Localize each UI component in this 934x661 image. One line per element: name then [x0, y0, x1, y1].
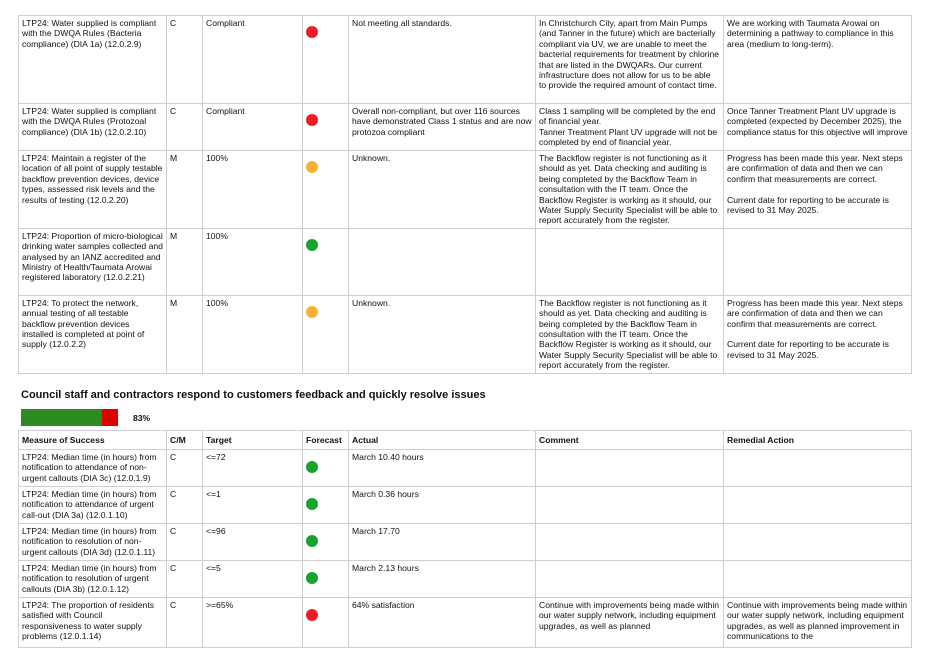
cm-text: C [170, 563, 177, 573]
target-cell [203, 598, 303, 648]
actual-cell [349, 487, 536, 524]
measure-cell [19, 295, 167, 373]
target-text: Compliant [206, 106, 245, 116]
target-cell [203, 228, 303, 295]
actual-cell [349, 561, 536, 598]
comment-cell [536, 228, 724, 295]
table-row [19, 561, 912, 598]
remedial-text: Progress has been made this year. Next steps are confirmation of data and then we can confirm that measurements are correct. Current date for reporting to be accurate is revised to 31 May 2025. [727, 297, 903, 360]
progress-percent: 83% [133, 413, 151, 423]
performance-table-water-quality [18, 15, 912, 374]
actual-text: March 0.36 hours [352, 489, 419, 499]
actual-text: March 10.40 hours [352, 452, 424, 462]
remedial-cell [724, 561, 912, 598]
remedial-text: Continue with improvements being made within our water supply network, including equipment upgrades, as well as planned improvement in communications to the [727, 600, 908, 642]
header-forecast: Forecast [303, 431, 349, 450]
measure-text: LTP24: Median time (in hours) from notification to resolution of non-urgent callouts (DIA 3d) (12.0.1.11) [22, 526, 157, 557]
actual-text: March 2.13 hours [352, 563, 419, 573]
target-text: <=5 [206, 563, 221, 573]
remedial-cell [724, 524, 912, 561]
measure-text: LTP24: Median time (in hours) from notification to attendance of urgent call-out (DIA 3a) (12.0.1.10) [22, 489, 157, 520]
forecast-cell [303, 295, 349, 373]
actual-text: 64% satisfaction [352, 600, 415, 610]
cm-cell [167, 524, 203, 561]
measure-cell [19, 487, 167, 524]
actual-text: Overall non-compliant, but over 116 sources have demonstrated Class 1 status and are now protozoa compliant [352, 106, 532, 137]
target-text: Compliant [206, 18, 245, 28]
remedial-cell [724, 16, 912, 104]
header-row [19, 431, 912, 450]
table-row [19, 524, 912, 561]
comment-cell [536, 524, 724, 561]
table-row [19, 450, 912, 487]
target-text: <=1 [206, 489, 221, 499]
cm-text: M [170, 230, 178, 241]
status-green-icon [306, 498, 318, 510]
comment-cell [536, 561, 724, 598]
remedial-text: Progress has been made this year. Next steps are confirmation of data and then we can confirm that measurements are correct. Current date for reporting to be accurate is revised to 31 May 2025. [727, 153, 903, 216]
status-green-icon [306, 239, 318, 251]
measure-text: LTP24: Maintain a register of the location of all point of supply testable backflow prevention devices, device types, assessed risk levels and the results of testing (12.0.2.20) [22, 153, 163, 205]
target-text: 100% [206, 230, 228, 241]
measure-cell [19, 16, 167, 104]
forecast-cell [303, 598, 349, 648]
remedial-cell [724, 598, 912, 648]
status-red-icon [306, 26, 318, 38]
measure-cell [19, 598, 167, 648]
comment-cell [536, 598, 724, 648]
table-row [19, 16, 912, 104]
comment-text: Continue with improvements being made within our water supply network, including equipment upgrades, as well as planned [539, 600, 720, 631]
status-green-icon [306, 535, 318, 547]
table-row [19, 104, 912, 151]
actual-cell [349, 151, 536, 229]
actual-text: March 17.70 [352, 526, 400, 536]
table-row [19, 228, 912, 295]
remedial-cell [724, 104, 912, 151]
status-green-icon [306, 572, 318, 584]
status-red-icon [306, 114, 318, 126]
remedial-text: Once Tanner Treatment Plant UV upgrade is completed (expected by December 2025), the compliance status for this objective will improve [727, 106, 908, 137]
status-red-icon [306, 609, 318, 621]
cm-text: C [170, 452, 177, 462]
comment-cell [536, 151, 724, 229]
target-cell [203, 104, 303, 151]
cm-cell [167, 295, 203, 373]
cm-text: C [170, 489, 177, 499]
comment-cell [536, 450, 724, 487]
measure-cell [19, 524, 167, 561]
progress-bar [21, 409, 118, 426]
cm-cell [167, 487, 203, 524]
measure-cell [19, 151, 167, 229]
forecast-cell [303, 561, 349, 598]
target-cell [203, 295, 303, 373]
measure-text: LTP24: To protect the network, annual testing of all testable backflow prevention devices installed is completed at point of supply (12.0.2.2) [22, 297, 145, 350]
status-green-icon [306, 461, 318, 473]
comment-text: The Backflow register is not functioning as it should as yet. Data checking and auditing is being completed by the Backflow Team in consultation with the IT team. Once the Backflow Register is working as it should, our Water Supply Security Specialist will be able to report accurately from the register. [539, 153, 718, 226]
actual-cell [349, 524, 536, 561]
remedial-cell [724, 450, 912, 487]
cm-text: C [170, 18, 177, 28]
comment-text: Class 1 sampling will be completed by the end of financial year. Tanner Treatment Plant UV upgrade will not be completed by end of financial year. [539, 106, 718, 148]
header-measure: Measure of Success [19, 431, 167, 450]
actual-text: Unknown. [352, 153, 391, 163]
target-text: <=72 [206, 452, 226, 462]
forecast-cell [303, 524, 349, 561]
performance-table-customer-response [18, 430, 912, 648]
target-text: >=65% [206, 600, 234, 610]
measure-cell [19, 228, 167, 295]
measure-cell [19, 450, 167, 487]
actual-text: Not meeting all standards. [352, 18, 452, 28]
cm-cell [167, 228, 203, 295]
status-amber-icon [306, 161, 318, 173]
comment-cell [536, 16, 724, 104]
actual-cell [349, 16, 536, 104]
measure-text: LTP24: Water supplied is compliant with the DWQA Rules (Bacteria compliance) (DIA 1a) (12.0.2.9) [22, 18, 157, 49]
remedial-cell [724, 295, 912, 373]
comment-cell [536, 295, 724, 373]
forecast-cell [303, 450, 349, 487]
comment-cell [536, 487, 724, 524]
comment-cell [536, 104, 724, 151]
cm-cell [167, 561, 203, 598]
cm-text: C [170, 526, 177, 536]
measure-cell [19, 104, 167, 151]
actual-cell [349, 295, 536, 373]
header-remedial: Remedial Action [724, 431, 912, 450]
measure-cell [19, 561, 167, 598]
table-row [19, 598, 912, 648]
header-cm: C/M [167, 431, 203, 450]
cm-cell [167, 450, 203, 487]
table-row [19, 151, 912, 229]
target-text: <=96 [206, 526, 226, 536]
actual-cell [349, 228, 536, 295]
actual-cell [349, 450, 536, 487]
remedial-text: We are working with Taumata Arowai on determining a pathway to compliance in this area (medium to long-term). [727, 18, 894, 49]
target-cell [203, 524, 303, 561]
section-title: Council staff and contractors respond to customers feedback and quickly resolve issues [21, 389, 486, 401]
header-actual: Actual [349, 431, 536, 450]
cm-cell [167, 598, 203, 648]
table-row [19, 295, 912, 373]
cm-cell [167, 104, 203, 151]
header-target: Target [203, 431, 303, 450]
cm-text: C [170, 106, 177, 116]
cm-text: M [170, 297, 178, 308]
target-cell [203, 16, 303, 104]
measure-text: LTP24: The proportion of residents satisfied with Council responsiveness to water supply problems (12.0.1.14) [22, 600, 155, 642]
status-amber-icon [306, 306, 318, 318]
forecast-cell [303, 16, 349, 104]
target-text: 100% [206, 297, 228, 308]
comment-text: In Christchurch City, apart from Main Pumps (and Tanner in the future) which are bacterially compliant via UV, we are unable to meet the bacterial requirements for treatment by chlorine that are listed in the DWQARs. Our current infrastructure does not allow for us to be able to provide the required amount of contact time. [539, 18, 720, 91]
remedial-cell [724, 228, 912, 295]
target-text: 100% [206, 153, 228, 163]
forecast-cell [303, 228, 349, 295]
actual-cell [349, 598, 536, 648]
measure-text: LTP24: Proportion of micro-biological drinking water samples collected and analysed by an IANZ accredited and Ministry of Health/Taumata Arowai registered laboratory (12.0.2.21) [22, 230, 163, 283]
header-comment: Comment [536, 431, 724, 450]
forecast-cell [303, 104, 349, 151]
measure-text: LTP24: Water supplied is compliant with the DWQA Rules (Protozoal compliance) (DIA 1b) (12.0.2.10) [22, 106, 157, 137]
target-cell [203, 450, 303, 487]
forecast-cell [303, 151, 349, 229]
forecast-cell [303, 487, 349, 524]
cm-cell [167, 151, 203, 229]
measure-text: LTP24: Median time (in hours) from notification to attendance of non-urgent callouts (DIA 3c) (12.0.1.9) [22, 452, 157, 483]
target-cell [203, 151, 303, 229]
cm-text: C [170, 600, 177, 610]
measure-text: LTP24: Median time (in hours) from notification to resolution of urgent callouts (DIA 3b) (12.0.1.12) [22, 563, 157, 594]
cm-cell [167, 16, 203, 104]
target-cell [203, 487, 303, 524]
remedial-cell [724, 151, 912, 229]
table-row [19, 487, 912, 524]
remedial-cell [724, 487, 912, 524]
comment-text: The Backflow register is not functioning as it should as yet. Data checking and auditing is being completed by the Backflow Team in consultation with the IT team. Once the Backflow Register is working as it should, our Water Supply Security Specialist will be able to report accurately from the register. [539, 297, 718, 371]
target-cell [203, 561, 303, 598]
actual-text: Unknown. [352, 297, 391, 308]
progress-fill [21, 409, 102, 426]
actual-cell [349, 104, 536, 151]
cm-text: M [170, 153, 178, 163]
